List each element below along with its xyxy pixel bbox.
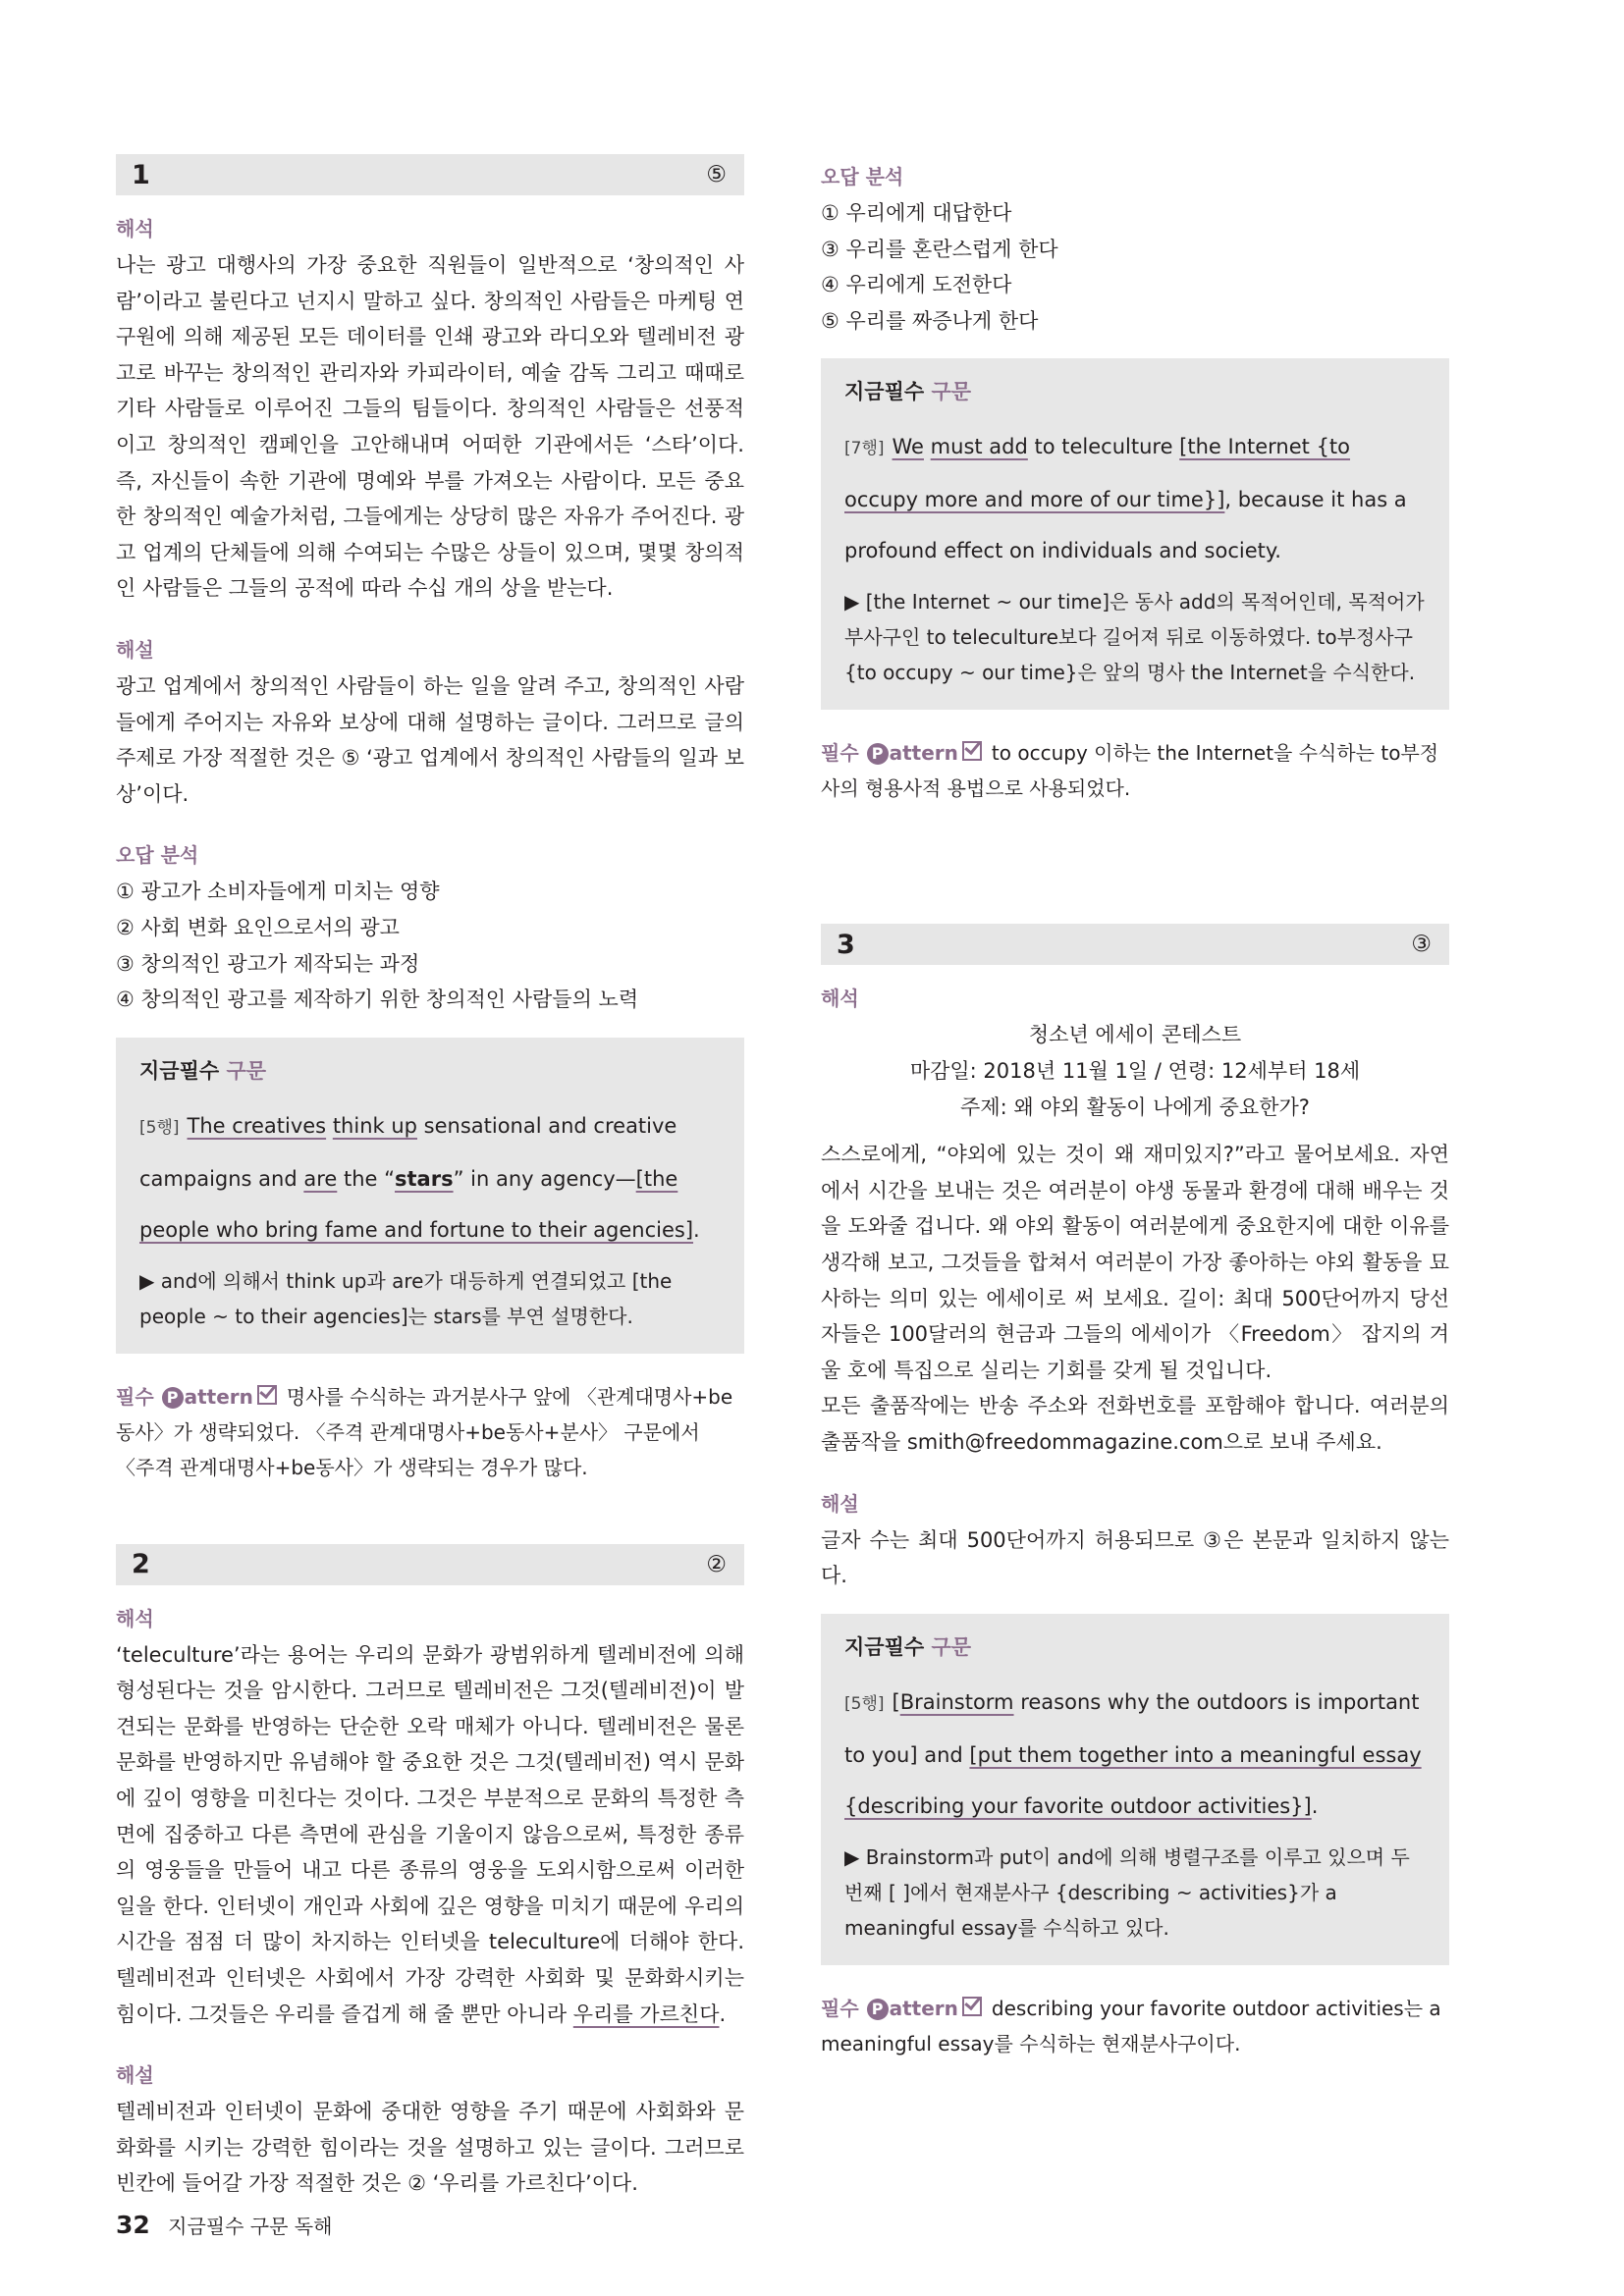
- grammar-note: ▶ and에 의해서 think up과 are가 대등하게 연결되었고 [the people ~ to their agencies]는 stars를 부연 설명한다.: [139, 1268, 673, 1328]
- checkbox-icon: [962, 1997, 982, 2016]
- box-title-accent: 구문: [226, 1058, 267, 1083]
- box-title-main: 지금필수: [844, 1634, 925, 1659]
- sentence-part: sensational and creative campaigns and: [139, 1113, 677, 1191]
- example-sentence: [844, 421, 1426, 576]
- right-column: [821, 149, 1449, 2061]
- grammar-box-title: [844, 1631, 1426, 1661]
- pattern-logo-text: 필수: [821, 1996, 859, 2020]
- line-number: [7행]: [844, 439, 885, 459]
- option-item: ⑤ 우리를 짜증나게 한다: [821, 308, 1039, 333]
- option-item: ① 우리에게 대답한다: [821, 201, 1012, 225]
- sentence-part: the “: [337, 1166, 396, 1191]
- explanation-text: 텔레비전과 인터넷이 문화에 중대한 영향을 주기 때문에 사회화와 문화화를 시키는 강력한 힘이라는 것을 설명하고 있는 글이다. 그러므로 빈칸에 들어갈 가장 적절한 것은 ② ‘우리를 가르친다’이다.: [116, 2100, 744, 2196]
- translation-label: 해석: [116, 217, 154, 240]
- sentence-part: [924, 435, 931, 458]
- notice-deadline: 마감일: 2018년 11월 1일 / 연령: 12세부터 18세: [909, 1058, 1361, 1083]
- sentence-part: think up: [332, 1113, 417, 1138]
- translation-part: ‘teleculture’라는 용어는 우리의 문화가 광범위하게 텔레비전에 의해 형성된다는 것을 암시한다. 그러므로 텔레비전은 그것(텔레비전)이 발견되는 문화를 반영하는 단순한 오락 매체가 아니다. 텔레비전은 물론 문화를 반영하지만 유념해야 할 중요한 것은 그것(텔레비전) 역시 문화에 깊이 영향을 미친다는 것이다. 그것은 부분적으로 문화의 특정한 측면에 집중하고 다른 측면에 관심을 기울이지 않음으로써, 특정한 종류의 영웅들을 만들어 내고 다른 종류의 영웅을 도외시함으로써 이러한 일을 한다. 인터넷이 개인과 사회에 깊은 영향을 미치기 때문에 우리의 시간을 점점 더 많이 차지하는 인터넷을 teleculture에 더해야 한다. 텔레비전과 인터넷은 사회에서 가장 강력한 사회화 및 문화화시키는 힘이다. 그것들은 우리를 즐겁게 해 줄 뿐만 아니라: [116, 1642, 744, 2026]
- grammar-box: [116, 1038, 744, 1354]
- box-title-accent: 구문: [931, 1634, 972, 1659]
- page-number: 32: [116, 2211, 150, 2239]
- grammar-note: ▶ Brainstorm과 put이 and에 의해 병렬구조를 이루고 있으며 두 번째 [ ]에서 현재분사구 {describing ~ activities}가 a meaningful essay를 수식하고 있다.: [844, 1844, 1410, 1940]
- answer-mark: ②: [706, 1551, 727, 1577]
- checkbox-icon: [962, 741, 982, 761]
- question-2-header: [116, 1544, 744, 1585]
- pattern-text: 명사를 수식하는 과거분사구 앞에 〈관계대명사+be동사〉가 생략되었다. 〈주격 관계대명사+be동사+분사〉 구문에서 〈주격 관계대명사+be동사〉가 생략되는 경우가 많다.: [116, 1384, 733, 1479]
- box-title-main: 지금필수: [139, 1058, 220, 1083]
- pattern-logo-text: 필수: [116, 1384, 154, 1409]
- sentence-part: [326, 1114, 333, 1138]
- translation-part: .: [719, 2002, 727, 2026]
- sentence-part: reasons why the outdoors is important to you] and: [844, 1689, 1420, 1767]
- sentence-part: , because it has a profound effect on individuals and society.: [844, 488, 1407, 563]
- explanation-text: 글자 수는 최대 500단어까지 허용되므로 ③은 본문과 일치하지 않는다.: [821, 1527, 1449, 1588]
- question-number: 1: [132, 159, 150, 190]
- book-title: 지금필수 구문 독해: [168, 2215, 333, 2238]
- sentence-part: Brainstorm: [899, 1689, 1014, 1714]
- question-number: 3: [837, 929, 855, 960]
- line-number: [5행]: [139, 1117, 180, 1138]
- pattern-logo-text: attern: [184, 1384, 253, 1409]
- option-item: ② 사회 변화 요인으로서의 광고: [116, 915, 400, 939]
- line-number: [5행]: [844, 1693, 885, 1714]
- p-circle-icon: P: [867, 1999, 889, 2020]
- pattern-note: [821, 1991, 1449, 2061]
- grammar-box: [821, 358, 1449, 710]
- left-column: [116, 154, 744, 2202]
- translation-text: 모든 출품작에는 반송 주소와 전화번호를 포함해야 합니다. 여러분의 출품작을 smith@freedommagazine.com으로 보내 주세요.: [821, 1394, 1449, 1454]
- explanation-label: 해설: [821, 1491, 859, 1516]
- wrong-answer-label: 오답 분석: [821, 165, 904, 188]
- grammar-box-title: [139, 1055, 721, 1085]
- sentence-part: ” in any agency—: [453, 1166, 636, 1191]
- sentence-part: .: [1311, 1793, 1319, 1818]
- example-sentence: [844, 1677, 1426, 1832]
- pattern-logo: [821, 741, 982, 765]
- translation-underlined: 우리를 가르친다: [572, 2002, 720, 2026]
- option-item: ③ 창의적인 광고가 제작되는 과정: [116, 951, 420, 976]
- question-number: 2: [132, 1549, 150, 1580]
- explanation-label: 해설: [116, 2063, 154, 2088]
- notice-title: 청소년 에세이 콘테스트: [1028, 1023, 1242, 1047]
- page-footer: [116, 2211, 332, 2239]
- pattern-logo-text: 필수: [821, 741, 859, 766]
- explanation-text: 광고 업계에서 창의적인 사람들이 하는 일을 알려 주고, 창의적인 사람들에게 주어지는 자유와 보상에 대해 설명하는 글이다. 그러므로 글의 주제로 가장 적절한 것은 ⑤ ‘광고 업계에서 창의적인 사람들의 일과 보상’이다.: [116, 673, 744, 806]
- option-item: ① 광고가 소비자들에게 미치는 영향: [116, 880, 440, 904]
- explanation-label: 해설: [116, 637, 154, 662]
- option-item: ④ 우리에게 도전한다: [821, 273, 1012, 297]
- box-title-main: 지금필수: [844, 380, 925, 404]
- translation-label: 해석: [116, 1606, 154, 1630]
- sentence-part: to teleculture: [1027, 435, 1180, 459]
- option-item: ④ 창의적인 광고를 제작하기 위한 창의적인 사람들의 노력: [116, 988, 639, 1012]
- p-circle-icon: P: [867, 743, 889, 765]
- sentence-part: The creatives: [187, 1113, 327, 1138]
- grammar-box: [821, 1614, 1449, 1965]
- pattern-text: to occupy 이하는 the Internet을 수식하는 to부정사의 형용사적 용법으로 사용되었다.: [821, 741, 1439, 801]
- option-item: ③ 우리를 혼란스럽게 한다: [821, 237, 1058, 261]
- sentence-part: [the people who bring fame and fortune to their agencies]: [139, 1166, 694, 1242]
- sentence-part: [the Internet {to occupy more and more of our time}]: [844, 435, 1351, 512]
- grammar-box-title: [844, 376, 1426, 405]
- answer-mark: ⑤: [706, 162, 727, 187]
- answer-mark: ③: [1411, 932, 1432, 958]
- question-1-header: [116, 154, 744, 195]
- p-circle-icon: P: [162, 1387, 184, 1409]
- translation-text: 스스로에게, “야외에 있는 것이 왜 재미있지?”라고 물어보세요. 자연에서 시간을 보내는 것은 여러분이 야생 동물과 환경에 대해 배우는 것을 도와줄 겁니다. 왜 야외 활동이 여러분에게 중요한지에 대한 이유를 생각해 보고, 그것들을 합쳐서 여러분이 가장 좋아하는 야외 활동을 묘사하는 의미 있는 에세이로 써 보세요. 길이: 최대 500단어까지 당선자들은 100달러의 현금과 그들의 에세이가 〈Freedom〉 잡지의 겨울 호에 특집으로 실리는 기회를 갖게 될 것입니다.: [821, 1143, 1449, 1382]
- translation-label: 해석: [821, 987, 859, 1011]
- sentence-part: We: [892, 435, 924, 459]
- box-title-accent: 구문: [931, 380, 972, 404]
- example-sentence: [139, 1100, 721, 1255]
- sentence-part: stars: [395, 1166, 454, 1191]
- translation-text: [116, 1637, 744, 2033]
- pattern-logo: [116, 1385, 277, 1409]
- pattern-logo-text: attern: [889, 741, 958, 766]
- notice-topic: 주제: 왜 야외 활동이 나에게 중요한가?: [960, 1095, 1310, 1119]
- wrong-answer-label: 오답 분석: [116, 843, 199, 868]
- translation-text: 나는 광고 대행사의 가장 중요한 직원들이 일반적으로 ‘창의적인 사람’이라고 불린다고 넌지시 말하고 싶다. 창의적인 사람들은 마케팅 연구원에 의해 제공된 모든 데이터를 인쇄 광고와 라디오와 텔레비전 광고로 바꾸는 창의적인 관리자와 카피라이터, 예술 감독 그리고 때때로 기타 사람들로 이루어진 그들의 팀들이다. 창의적인 사람들은 선풍적이고 창의적인 캠페인을 고안해내며 어떠한 기관에서든 ‘스타’이다. 즉, 자신들이 속한 기관에 명예와 부를 가져오는 사람이다. 모든 중요한 창의적인 예술가처럼, 그들에게는 상당히 많은 자유가 주어진다. 광고 업계의 단체들에 의해 수여되는 수많은 상들이 있으며, 몇몇 창의적인 사람들은 그들의 공적에 따라 수십 개의 상을 받는다.: [116, 253, 744, 601]
- pattern-note: [821, 735, 1449, 806]
- sentence-part: [: [892, 1689, 900, 1714]
- pattern-logo-text: attern: [889, 1996, 958, 2020]
- pattern-text: describing your favorite outdoor activities는 a meaningful essay를 수식하는 현재분사구이다.: [821, 1996, 1441, 2056]
- pattern-note: [116, 1379, 744, 1485]
- sentence-part: [put them together into a meaningful essay {describing your favorite outdoor activities}]: [844, 1742, 1422, 1818]
- sentence-part: must add: [930, 435, 1028, 459]
- sentence-part: are: [303, 1166, 338, 1191]
- sentence-part: .: [693, 1217, 700, 1242]
- question-3-header: [821, 924, 1449, 965]
- checkbox-icon: [257, 1385, 277, 1405]
- grammar-note: ▶ [the Internet ~ our time]은 동사 add의 목적어인데, 목적어가 부사구인 to teleculture보다 길어져 뒤로 이동하였다. to부정사구 {to occupy ~ our time}은 앞의 명사 the Internet을 수식한다.: [844, 590, 1425, 685]
- pattern-logo: [821, 1997, 982, 2020]
